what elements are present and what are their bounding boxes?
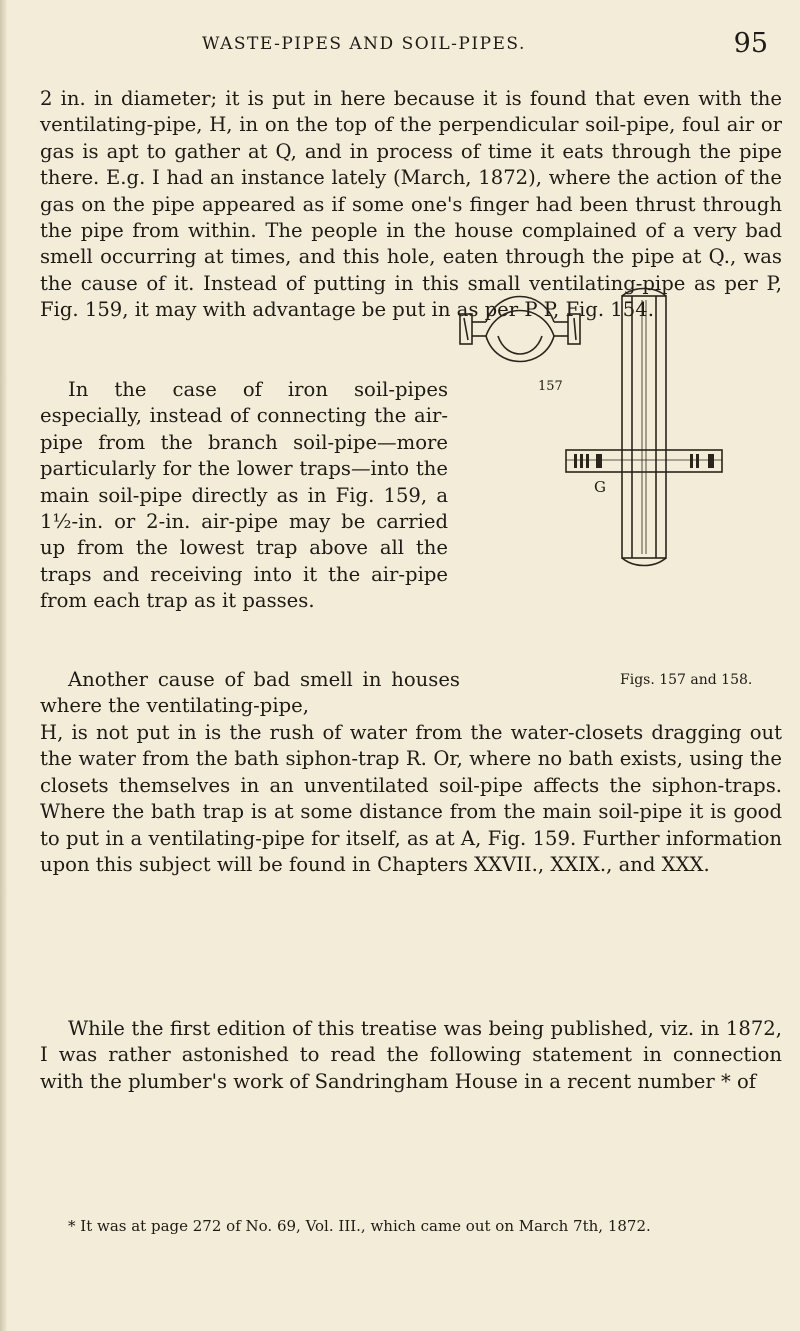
paragraph-3: H, is not put in is the rush of water from the water-closets dragging out the water from the bath siphon-trap R. Or, where no bath exists, using the closets themselves in an unventilated soil-pipe affects the siphon-traps. Where the bath trap is at some distance from the main soil-pipe it is good to put in a ventilating-pipe for itself, as at A, Fig. 159. Further information upon this subject will be found in Chapters XXVII., XXIX., and XXX. [40, 721, 782, 877]
paragraph-2: In the case of iron soil-pipes especially, instead of connecting the air-pipe from the branch soil-pipe—more particularly for the lower traps—into the main soil-pipe directly as in Fig. 159, a 1½-in. or 2-in. air-pipe may be carried up from the lowest trap above all the traps and receiving into it the air-pipe from each trap as it passes. [40, 378, 448, 613]
page-number: 95 [733, 28, 768, 59]
pipe-illustration [438, 278, 788, 668]
figure-caption: Figs. 157 and 158. [620, 672, 753, 688]
running-head [40, 28, 780, 62]
figure-158-label: G [594, 478, 606, 496]
page-edge-shadow [0, 0, 7, 1331]
paragraph-4: While the first edition of this treatise was being published, viz. in 1872, I was rather astonished to read the following statement in connection with the plumber's work of Sandringham House in a recent number * of [40, 1017, 782, 1093]
trap-upper-arc [486, 297, 554, 323]
footnote: * It was at page 272 of No. 69, Vol. III., which came out on March 7th, 1872. [68, 1217, 651, 1235]
trap-lower-arc [486, 336, 554, 362]
paragraph-1: 2 in. in diameter; it is put in here because it is found that even with the ventilating-pipe, H, in on the top of the perpendicular soil-pipe, foul air or gas is apt to gather at Q, and in process of time it eats through the pipe there. E.g. I had an instance lately (March, 1872), where the action of the gas on the pipe appeared as if some one's finger had been thrust through the pipe from within. The people in the house complained of a very bad smell occurring at times, and this hole, eaten through the pipe at Q., was the cause of it. Instead of putting in this small ventilating-pipe as per P, Fig. 159, it may with advantage be put in as per P P, Fig. 154. [40, 87, 782, 322]
figures-157-158 [438, 278, 788, 668]
running-title: WASTE-PIPES AND SOIL-PIPES. [202, 34, 526, 54]
paragraph-3-start: Another cause of bad smell in houses where the ventilating-pipe, [40, 668, 460, 718]
figure-157-label: 157 [538, 379, 563, 394]
